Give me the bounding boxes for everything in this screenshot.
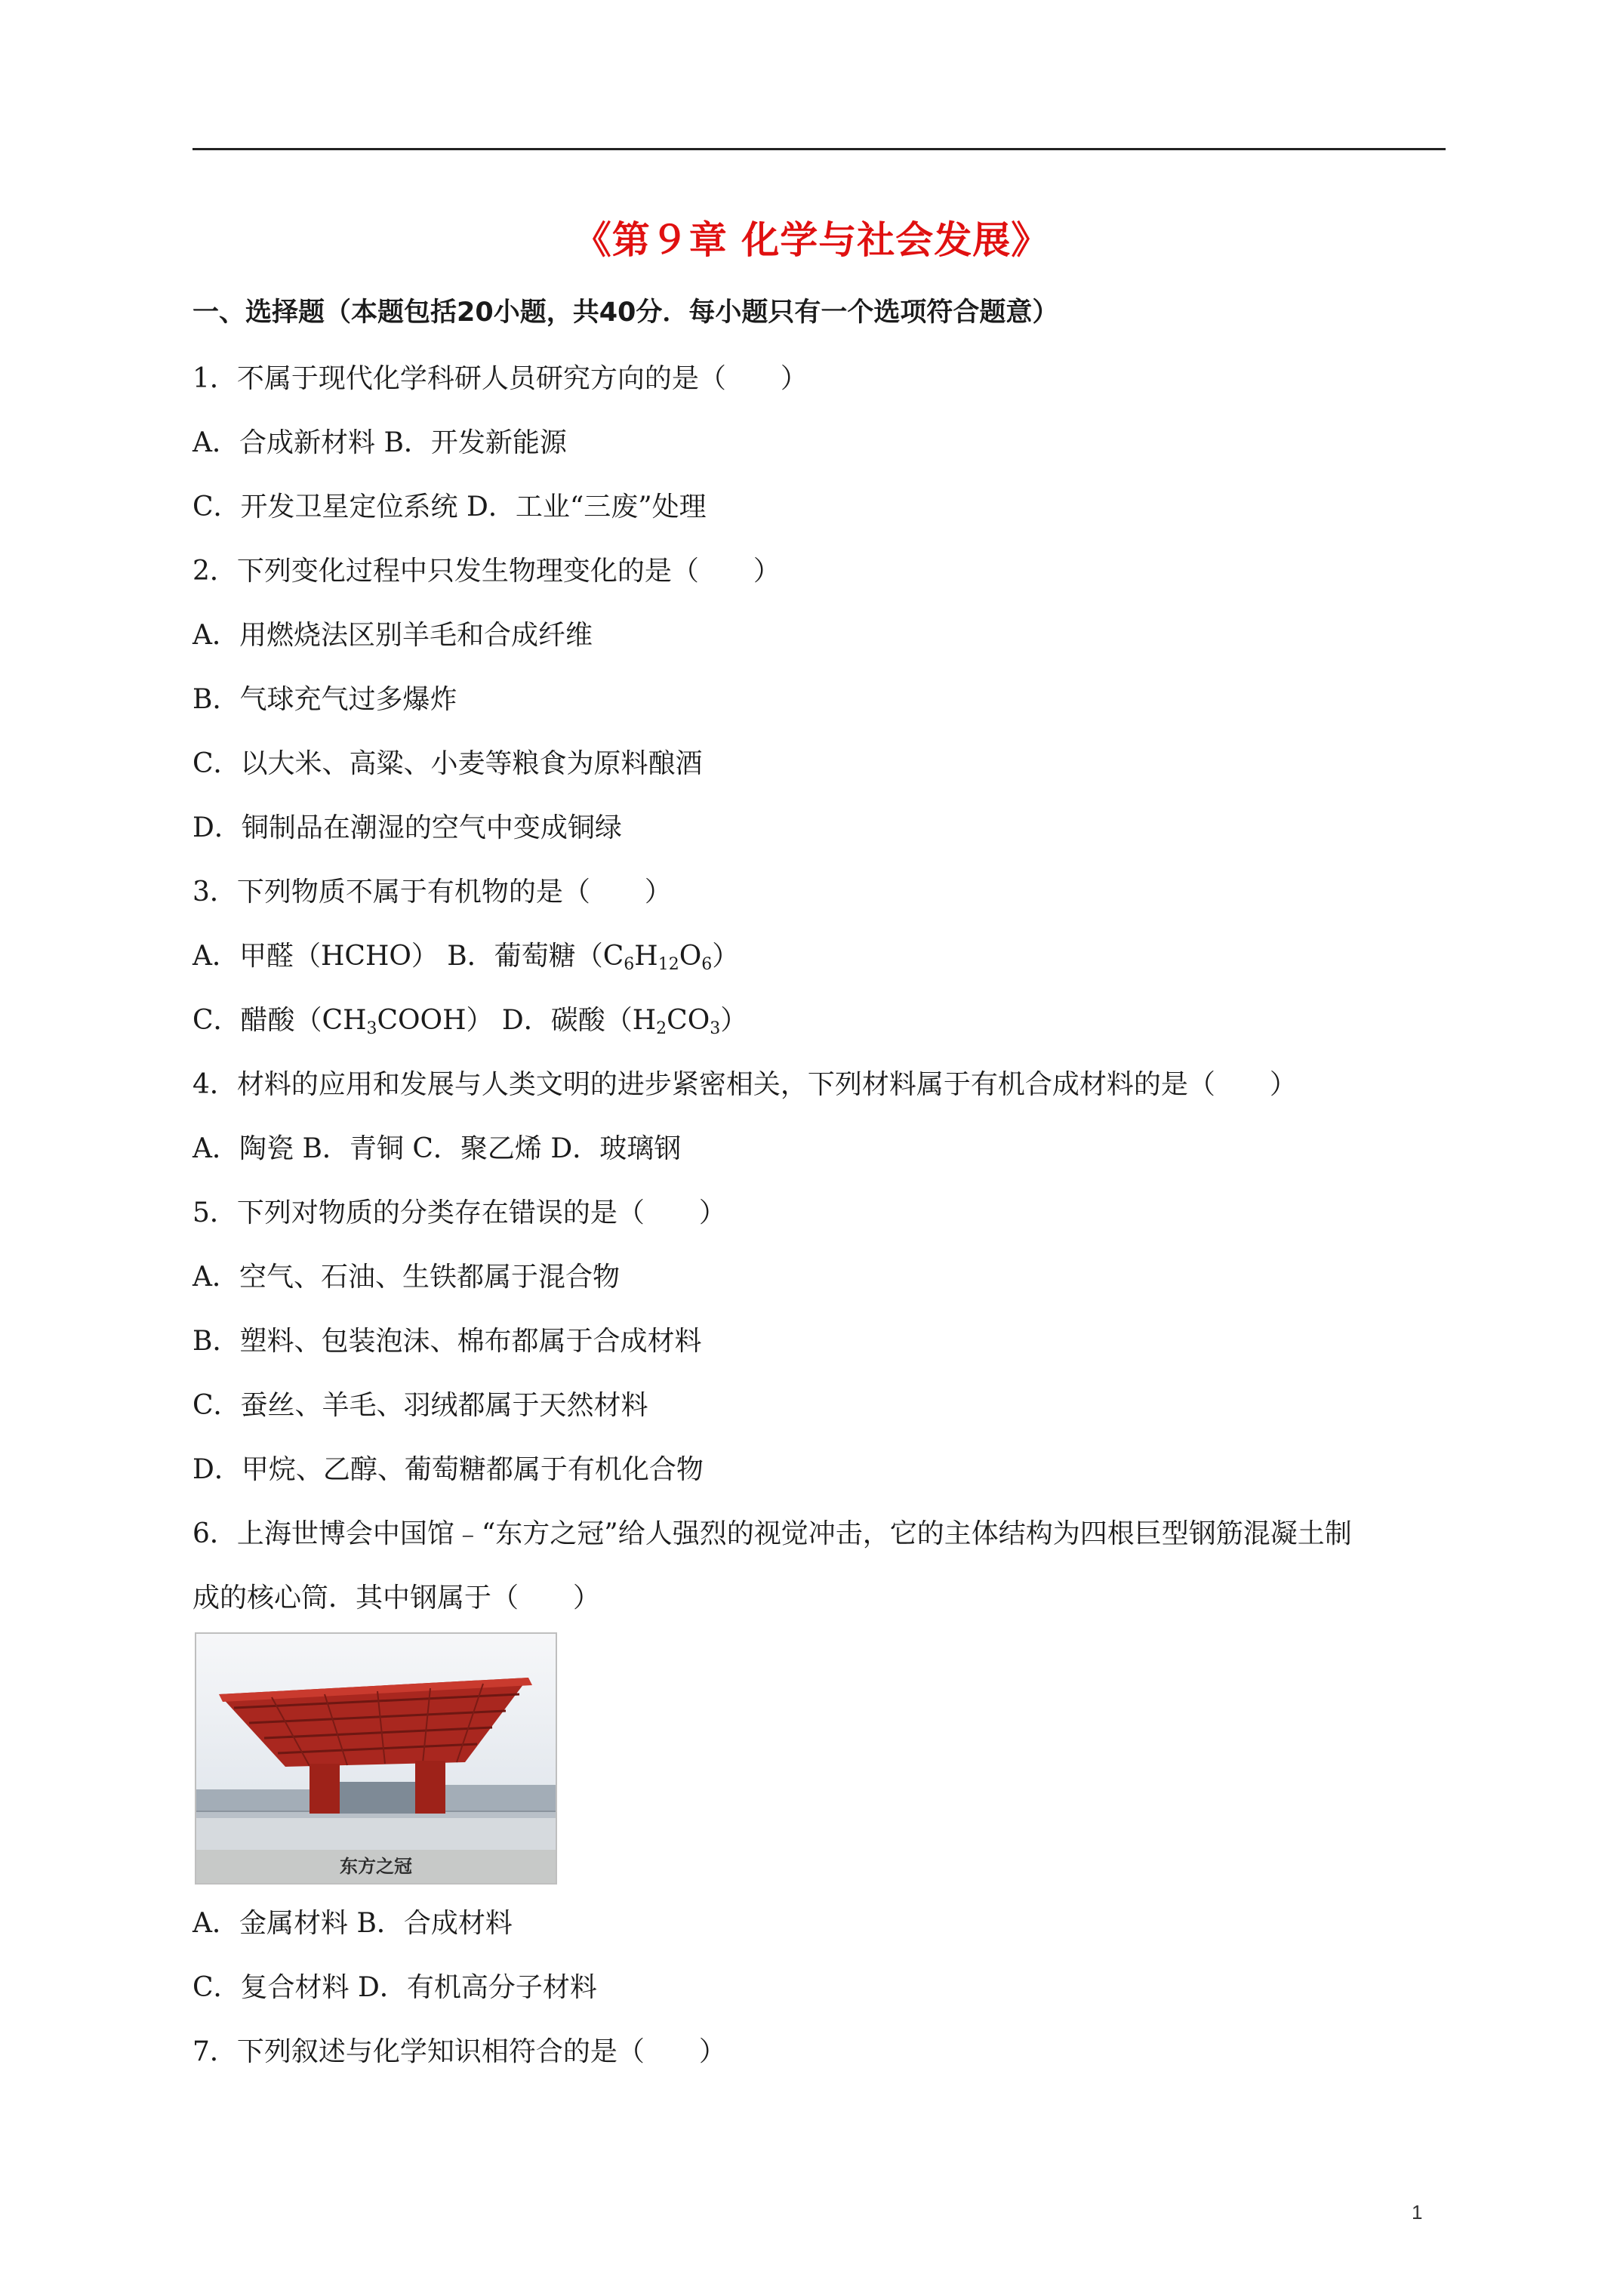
q2-option-a: A．用燃烧法区别羊毛和合成纤维 — [192, 620, 593, 651]
subscript: 6 — [701, 955, 713, 974]
q3-cd-mid: COOH） D．碳酸（H — [377, 1005, 657, 1036]
q6-options-cd: C．复合材料 D．有机高分子材料 — [192, 1972, 597, 2003]
subscript: 6 — [624, 955, 635, 974]
q4-stem: 4．材料的应用和发展与人类文明的进步紧密相关，下列材料属于有机合成材料的是（ ） — [192, 1069, 1297, 1100]
header-rule — [192, 148, 1446, 150]
q6-stem-line1: 6．上海世博会中国馆﹣“东方之冠”给人强烈的视觉冲击，它的主体结构为四根巨型钢筋混凝土制 — [192, 1518, 1352, 1549]
q6-options-ab: A．金属材料 B．合成材料 — [192, 1908, 513, 1939]
subscript: 3 — [710, 1019, 721, 1038]
q2-stem: 2．下列变化过程中只发生物理变化的是（ ） — [192, 556, 781, 587]
page-number: 1 — [1412, 2201, 1423, 2224]
q3-ab-label: A．甲醛（HCHO） B．葡萄糖（ — [192, 941, 603, 972]
section-heading: 一、选择题（本题包括20小题，共40分．每小题只有一个选项符合题意） — [192, 297, 1059, 328]
formula-h: H — [634, 941, 658, 972]
q5-option-b: B．塑料、包装泡沫、棉布都属于合成材料 — [192, 1326, 702, 1357]
q4-options: A．陶瓷 B．青铜 C．聚乙烯 D．玻璃钢 — [192, 1133, 682, 1164]
q5-option-c: C．蚕丝、羊毛、羽绒都属于天然材料 — [192, 1390, 648, 1421]
q3-cd-label: C．醋酸（CH — [192, 1005, 367, 1036]
formula-co: CO — [667, 1005, 710, 1036]
q3-stem: 3．下列物质不属于有机物的是（ ） — [192, 877, 672, 908]
q2-option-d: D．铜制品在潮湿的空气中变成铜绿 — [192, 812, 622, 843]
q2-option-b: B．气球充气过多爆炸 — [192, 684, 457, 715]
image-caption: 东方之冠 — [196, 1850, 556, 1883]
pavilion-illustration — [196, 1634, 556, 1850]
china-pavilion-image — [195, 1632, 557, 1885]
q1-options-ab: A．合成新材料 B．开发新能源 — [192, 427, 567, 458]
subscript: 12 — [658, 955, 679, 974]
close-paren: ） — [720, 1005, 748, 1036]
q5-option-d: D．甲烷、乙醇、葡萄糖都属于有机化合物 — [192, 1454, 704, 1485]
document-title: 《第９章 化学与社会发展》 — [573, 218, 1050, 262]
q7-stem: 7．下列叙述与化学知识相符合的是（ ） — [192, 2036, 726, 2067]
q6-stem-line2: 成的核心筒．其中钢属于（ ） — [192, 1583, 601, 1613]
formula-o: O — [679, 941, 702, 972]
q1-stem: 1．不属于现代化学科研人员研究方向的是（ ） — [192, 363, 808, 394]
subscript: 3 — [366, 1019, 377, 1038]
q5-stem: 5．下列对物质的分类存在错误的是（ ） — [192, 1197, 726, 1228]
q1-options-cd: C．开发卫星定位系统 D．工业“三废”处理 — [192, 492, 707, 522]
subscript: 2 — [656, 1019, 667, 1038]
q2-option-c: C．以大米、高粱、小麦等粮食为原料酿酒 — [192, 748, 703, 779]
formula-c: C — [602, 941, 624, 972]
q3-options-ab — [192, 938, 739, 975]
q3-options-cd — [192, 1003, 747, 1039]
close-paren: ） — [712, 941, 740, 972]
q5-option-a: A．空气、石油、生铁都属于混合物 — [192, 1262, 620, 1293]
